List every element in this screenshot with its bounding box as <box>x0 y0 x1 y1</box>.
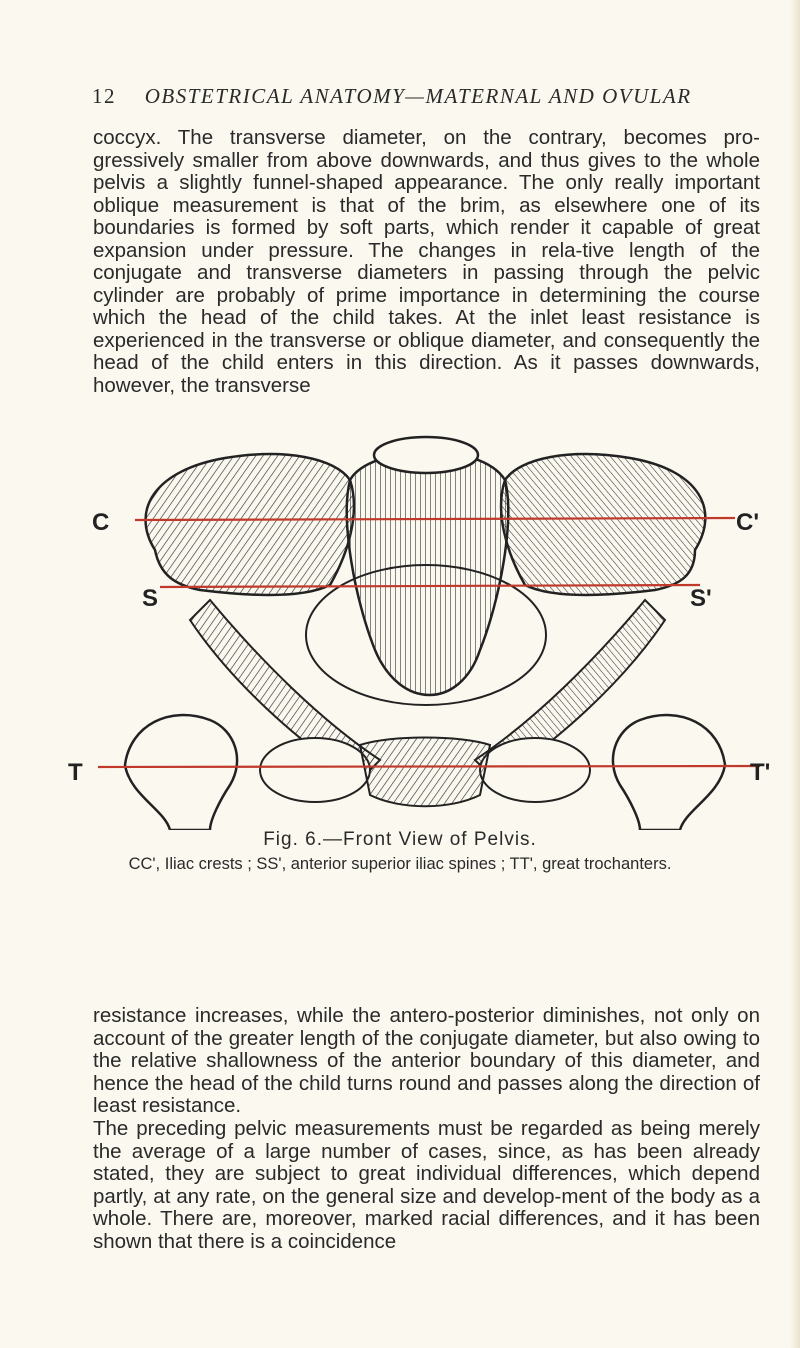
right-femur <box>613 715 725 830</box>
right-iliac-wing <box>501 454 705 595</box>
lumbar-vertebra <box>374 437 478 473</box>
right-obturator-foramen <box>480 738 590 802</box>
label-t-left: T <box>68 759 83 786</box>
pelvis-illustration <box>60 400 780 830</box>
label-t-right: T' <box>750 759 771 786</box>
label-s-right: S' <box>690 585 712 612</box>
label-s-left: S <box>142 585 159 612</box>
left-obturator-foramen <box>260 738 370 802</box>
label-c-right: C' <box>736 509 760 536</box>
label-c-left: C <box>92 509 110 536</box>
paragraph-text: coccyx. The transverse diameter, on the contrary, becomes pro-gressively smaller from above downwards, and thus gives to the whole pelvis a slightly funnel-shaped appearance. The only really important oblique measurement is that of the brim, as elsewhere one of its boundaries is formed by soft parts, which render it capable of great expansion under pressure. The changes in rela-tive length of the conjugate and transverse diameters in passing through the pelvic cylinder are probably of prime importance in determining the course which the head of the child takes. At the inlet least resistance is experienced in the transverse or oblique diameter, and consequently the head of the child enters in this direction. As it passes downwards, however, the transverse <box>93 126 760 397</box>
page-edge-shadow <box>790 0 800 1348</box>
pubic-symphysis <box>360 738 490 807</box>
left-femur <box>125 715 237 830</box>
body-paragraph-3 <box>93 1118 760 1253</box>
body-paragraph-1 <box>93 127 760 397</box>
pelvis-figure <box>60 400 780 830</box>
paragraph-text: The preceding pelvic measurements must be regarded as being merely the average of a large number of cases, since, as has been already stated, they are subject to great individual differences, which depend partly, at any rate, on the general size and develop-ment of the body as a whole. There are, moreover, marked racial differences, and it has been shown that there is a coincidence <box>93 1117 760 1253</box>
page-number: 12 <box>92 84 116 108</box>
paragraph-text: resistance increases, while the antero-posterior diminishes, not only on account of the greater length of the conjugate diameter, but also owing to the relative shallowness of the anterior boundary of this diameter, and hence the head of the child turns round and passes along the direction of least resistance. <box>93 1004 760 1117</box>
running-header <box>92 84 712 109</box>
trochanter-line <box>98 766 760 767</box>
running-title: OBSTETRICAL ANATOMY—MATERNAL AND OVULAR <box>144 84 692 108</box>
body-paragraph-2 <box>93 1005 760 1118</box>
figure-caption-title: Fig. 6.—Front View of Pelvis. <box>263 829 537 850</box>
left-iliac-wing <box>146 454 354 595</box>
figure-caption-legend: CC', Iliac crests ; SS', anterior superior iliac spines ; TT', great trochanters. <box>128 855 672 873</box>
